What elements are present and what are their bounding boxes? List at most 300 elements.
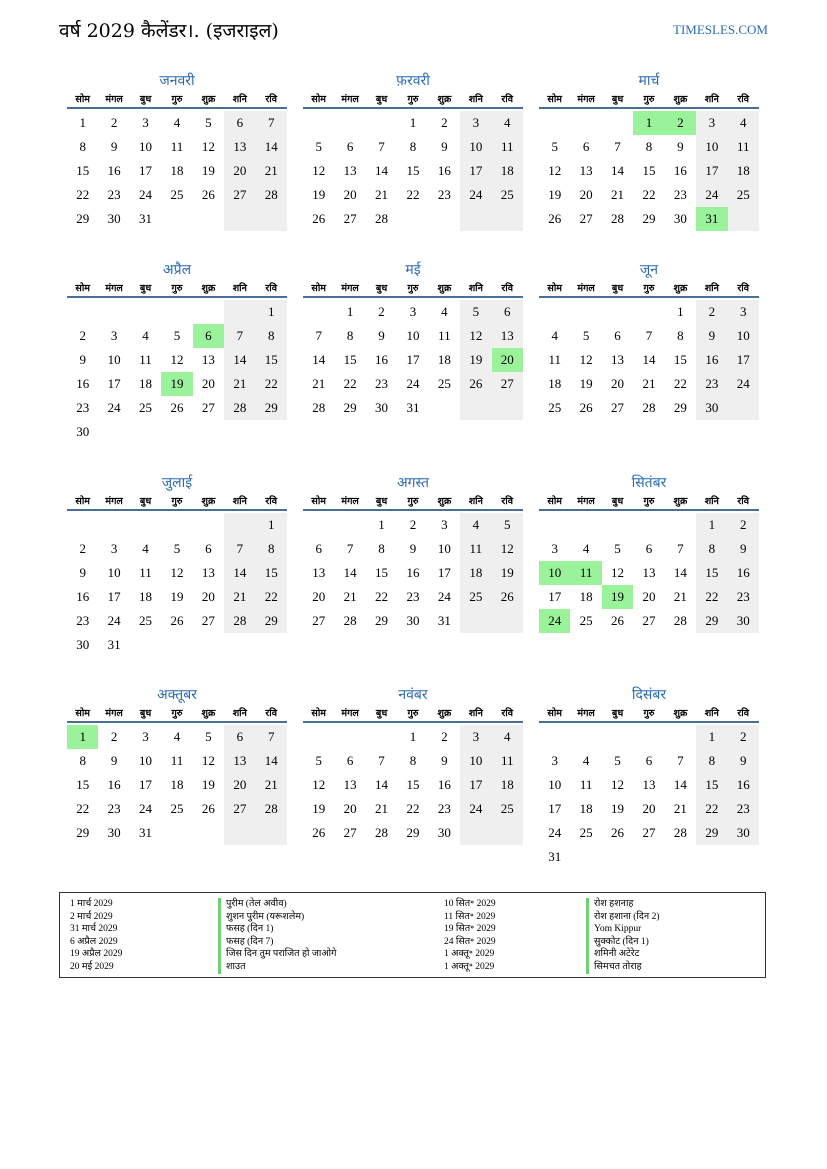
day-cell[interactable]: 4 xyxy=(492,111,523,135)
day-cell[interactable]: 18 xyxy=(460,561,491,585)
day-cell[interactable]: 14 xyxy=(256,135,287,159)
day-cell[interactable]: 21 xyxy=(256,773,287,797)
day-cell[interactable]: 21 xyxy=(224,372,255,396)
day-cell[interactable]: 20 xyxy=(642,801,656,816)
day-cell[interactable]: 24 xyxy=(539,609,570,633)
day-cell[interactable]: 4 xyxy=(728,111,759,135)
day-cell[interactable]: 30 xyxy=(107,211,121,226)
day-cell[interactable]: 12 xyxy=(312,777,326,792)
day-cell[interactable]: 13 xyxy=(642,565,656,580)
day-cell[interactable]: 15 xyxy=(406,163,420,178)
day-cell[interactable]: 3 xyxy=(409,304,417,319)
day-cell[interactable]: 29 xyxy=(673,400,687,415)
day-cell[interactable]: 28 xyxy=(312,400,326,415)
day-cell[interactable]: 20 xyxy=(343,801,357,816)
day-cell[interactable]: 1 xyxy=(378,517,385,532)
day-cell[interactable]: 10 xyxy=(696,135,727,159)
day-cell[interactable]: 7 xyxy=(256,725,287,749)
day-cell[interactable]: 4 xyxy=(173,729,181,744)
day-cell[interactable]: 15 xyxy=(256,348,287,372)
day-cell[interactable]: 13 xyxy=(343,163,357,178)
day-cell[interactable]: 15 xyxy=(642,163,656,178)
day-cell[interactable]: 20 xyxy=(224,773,255,797)
day-cell[interactable]: 17 xyxy=(548,589,562,604)
day-cell[interactable]: 10 xyxy=(728,324,759,348)
day-cell[interactable]: 5 xyxy=(551,139,558,154)
day-cell[interactable]: 29 xyxy=(256,396,287,420)
day-cell[interactable]: 18 xyxy=(492,773,523,797)
day-cell[interactable]: 18 xyxy=(437,352,451,367)
day-cell[interactable]: 30 xyxy=(696,396,727,420)
day-cell[interactable]: 29 xyxy=(76,211,90,226)
day-cell[interactable]: 11 xyxy=(570,561,601,585)
day-cell[interactable]: 11 xyxy=(492,749,523,773)
day-cell[interactable]: 1 xyxy=(696,513,727,537)
day-cell[interactable]: 3 xyxy=(696,111,727,135)
day-cell[interactable]: 15 xyxy=(343,352,357,367)
day-cell[interactable]: 22 xyxy=(256,585,287,609)
day-cell[interactable]: 26 xyxy=(170,613,184,628)
day-cell[interactable]: 20 xyxy=(224,159,255,183)
day-cell[interactable]: 3 xyxy=(551,541,558,556)
day-cell[interactable]: 9 xyxy=(409,541,417,556)
day-cell[interactable]: 1 xyxy=(67,725,98,749)
day-cell[interactable]: 24 xyxy=(460,797,491,821)
day-cell[interactable]: 1 xyxy=(256,513,287,537)
day-cell[interactable]: 31 xyxy=(139,211,153,226)
day-cell[interactable]: 2 xyxy=(110,115,118,130)
day-cell[interactable]: 18 xyxy=(579,589,593,604)
day-cell[interactable]: 14 xyxy=(343,565,357,580)
day-cell[interactable]: 16 xyxy=(728,773,759,797)
day-cell[interactable]: 26 xyxy=(312,825,326,840)
day-cell[interactable]: 10 xyxy=(139,753,153,768)
day-cell[interactable]: 4 xyxy=(551,328,558,343)
day-cell[interactable]: 29 xyxy=(76,825,90,840)
site-link[interactable]: TIMESLES.COM xyxy=(673,22,768,37)
day-cell[interactable]: 8 xyxy=(696,749,727,773)
day-cell[interactable]: 26 xyxy=(170,400,184,415)
day-cell[interactable]: 24 xyxy=(139,187,153,202)
day-cell[interactable]: 1 xyxy=(677,304,684,319)
day-cell[interactable]: 22 xyxy=(406,187,420,202)
day-cell[interactable]: 11 xyxy=(728,135,759,159)
day-cell[interactable]: 17 xyxy=(728,348,759,372)
day-cell[interactable]: 18 xyxy=(728,159,759,183)
day-cell[interactable]: 10 xyxy=(460,749,491,773)
day-cell[interactable]: 19 xyxy=(201,163,215,178)
day-cell[interactable]: 24 xyxy=(107,613,121,628)
day-cell[interactable]: 2 xyxy=(110,729,118,744)
day-cell[interactable]: 4 xyxy=(582,541,590,556)
day-cell[interactable]: 25 xyxy=(492,183,523,207)
day-cell[interactable]: 2 xyxy=(728,513,759,537)
day-cell[interactable]: 19 xyxy=(460,348,491,372)
day-cell[interactable]: 15 xyxy=(696,773,727,797)
day-cell[interactable]: 25 xyxy=(492,797,523,821)
day-cell[interactable]: 16 xyxy=(107,777,121,792)
day-cell[interactable]: 17 xyxy=(460,773,491,797)
day-cell[interactable]: 12 xyxy=(170,352,184,367)
day-cell[interactable]: 22 xyxy=(696,585,727,609)
day-cell[interactable]: 29 xyxy=(696,821,727,845)
day-cell[interactable]: 17 xyxy=(139,777,153,792)
day-cell[interactable]: 2 xyxy=(409,517,417,532)
day-cell[interactable]: 5 xyxy=(582,328,590,343)
day-cell[interactable]: 29 xyxy=(375,613,389,628)
day-cell[interactable]: 25 xyxy=(139,613,153,628)
day-cell[interactable]: 23 xyxy=(406,589,420,604)
day-cell[interactable]: 10 xyxy=(406,328,420,343)
day-cell[interactable]: 23 xyxy=(107,187,121,202)
day-cell[interactable]: 25 xyxy=(139,400,153,415)
day-cell[interactable]: 25 xyxy=(170,801,184,816)
day-cell[interactable]: 8 xyxy=(645,139,653,154)
day-cell[interactable]: 24 xyxy=(139,801,153,816)
day-cell[interactable]: 11 xyxy=(579,777,593,792)
day-cell[interactable]: 6 xyxy=(315,541,322,556)
day-cell[interactable]: 9 xyxy=(79,565,86,580)
day-cell[interactable]: 1 xyxy=(346,304,354,319)
day-cell[interactable]: 8 xyxy=(79,753,86,768)
day-cell[interactable]: 11 xyxy=(438,328,451,343)
day-cell[interactable]: 14 xyxy=(642,352,656,367)
day-cell[interactable]: 31 xyxy=(139,825,153,840)
day-cell[interactable]: 17 xyxy=(107,589,121,604)
day-cell[interactable]: 8 xyxy=(696,537,727,561)
day-cell[interactable]: 14 xyxy=(312,352,326,367)
day-cell[interactable]: 25 xyxy=(548,400,562,415)
day-cell[interactable]: 14 xyxy=(224,561,255,585)
day-cell[interactable]: 2 xyxy=(665,111,696,135)
day-cell[interactable]: 2 xyxy=(79,328,86,343)
day-cell[interactable]: 3 xyxy=(110,541,118,556)
day-cell[interactable]: 9 xyxy=(728,537,759,561)
day-cell[interactable]: 22 xyxy=(256,372,287,396)
day-cell[interactable]: 12 xyxy=(492,537,523,561)
day-cell[interactable]: 23 xyxy=(673,187,687,202)
day-cell[interactable]: 6 xyxy=(582,139,590,154)
day-cell[interactable]: 18 xyxy=(579,801,593,816)
day-cell[interactable]: 28 xyxy=(256,183,287,207)
day-cell[interactable]: 22 xyxy=(673,376,687,391)
day-cell[interactable]: 24 xyxy=(460,183,491,207)
day-cell[interactable]: 15 xyxy=(696,561,727,585)
day-cell[interactable]: 23 xyxy=(437,801,451,816)
day-cell[interactable]: 6 xyxy=(205,541,212,556)
day-cell[interactable]: 22 xyxy=(343,376,357,391)
day-cell[interactable]: 8 xyxy=(346,328,354,343)
day-cell[interactable]: 13 xyxy=(611,352,625,367)
day-cell[interactable]: 13 xyxy=(201,565,215,580)
day-cell[interactable]: 8 xyxy=(409,753,417,768)
day-cell[interactable]: 12 xyxy=(579,352,593,367)
day-cell[interactable]: 9 xyxy=(728,749,759,773)
day-cell[interactable]: 12 xyxy=(611,777,625,792)
day-cell[interactable]: 21 xyxy=(375,801,389,816)
day-cell[interactable]: 6 xyxy=(346,139,354,154)
day-cell[interactable]: 10 xyxy=(107,352,121,367)
day-cell[interactable]: 21 xyxy=(673,589,687,604)
day-cell[interactable]: 7 xyxy=(224,537,255,561)
day-cell[interactable]: 21 xyxy=(312,376,326,391)
day-cell[interactable]: 16 xyxy=(437,163,451,178)
day-cell[interactable]: 23 xyxy=(76,400,90,415)
day-cell[interactable]: 10 xyxy=(548,777,562,792)
day-cell[interactable]: 20 xyxy=(642,589,656,604)
day-cell[interactable]: 2 xyxy=(696,300,727,324)
day-cell[interactable]: 12 xyxy=(170,565,184,580)
day-cell[interactable]: 24 xyxy=(696,183,727,207)
day-cell[interactable]: 7 xyxy=(614,139,621,154)
day-cell[interactable]: 28 xyxy=(673,613,687,628)
day-cell[interactable]: 14 xyxy=(375,777,389,792)
day-cell[interactable]: 21 xyxy=(642,376,656,391)
day-cell[interactable]: 24 xyxy=(107,400,121,415)
day-cell[interactable]: 25 xyxy=(728,183,759,207)
day-cell[interactable]: 28 xyxy=(673,825,687,840)
day-cell[interactable]: 9 xyxy=(677,139,684,154)
day-cell[interactable]: 8 xyxy=(677,328,684,343)
day-cell[interactable]: 19 xyxy=(170,589,184,604)
day-cell[interactable]: 7 xyxy=(677,753,684,768)
day-cell[interactable]: 3 xyxy=(460,111,491,135)
day-cell[interactable]: 7 xyxy=(378,139,385,154)
day-cell[interactable]: 25 xyxy=(579,825,593,840)
day-cell[interactable]: 14 xyxy=(256,749,287,773)
day-cell[interactable]: 6 xyxy=(224,725,255,749)
day-cell[interactable]: 5 xyxy=(614,753,621,768)
day-cell[interactable]: 6 xyxy=(614,328,621,343)
day-cell[interactable]: 19 xyxy=(312,187,326,202)
day-cell[interactable]: 1 xyxy=(409,729,417,744)
day-cell[interactable]: 16 xyxy=(375,352,389,367)
day-cell[interactable]: 16 xyxy=(76,376,90,391)
day-cell[interactable]: 2 xyxy=(728,725,759,749)
day-cell[interactable]: 4 xyxy=(492,725,523,749)
day-cell[interactable]: 7 xyxy=(677,541,684,556)
day-cell[interactable]: 29 xyxy=(696,609,727,633)
day-cell[interactable]: 14 xyxy=(673,565,687,580)
day-cell[interactable]: 12 xyxy=(312,163,326,178)
day-cell[interactable]: 17 xyxy=(548,801,562,816)
day-cell[interactable]: 3 xyxy=(460,725,491,749)
day-cell[interactable]: 12 xyxy=(611,565,625,580)
day-cell[interactable]: 3 xyxy=(110,328,118,343)
day-cell[interactable]: 13 xyxy=(492,324,523,348)
day-cell[interactable]: 3 xyxy=(728,300,759,324)
day-cell[interactable]: 28 xyxy=(224,396,255,420)
day-cell[interactable]: 30 xyxy=(673,211,687,226)
day-cell[interactable]: 24 xyxy=(728,372,759,396)
day-cell[interactable]: 27 xyxy=(642,825,656,840)
day-cell[interactable]: 26 xyxy=(611,825,625,840)
day-cell[interactable]: 4 xyxy=(142,541,149,556)
day-cell[interactable]: 13 xyxy=(312,565,326,580)
day-cell[interactable]: 13 xyxy=(343,777,357,792)
day-cell[interactable]: 9 xyxy=(110,753,118,768)
day-cell[interactable]: 23 xyxy=(696,372,727,396)
day-cell[interactable]: 3 xyxy=(142,115,149,130)
day-cell[interactable]: 30 xyxy=(375,400,389,415)
day-cell[interactable]: 25 xyxy=(579,613,593,628)
day-cell[interactable]: 27 xyxy=(201,400,215,415)
day-cell[interactable]: 14 xyxy=(673,777,687,792)
day-cell[interactable]: 2 xyxy=(378,304,385,319)
day-cell[interactable]: 31 xyxy=(437,613,451,628)
day-cell[interactable]: 30 xyxy=(406,613,420,628)
day-cell[interactable]: 8 xyxy=(79,139,86,154)
day-cell[interactable]: 21 xyxy=(611,187,625,202)
day-cell[interactable]: 19 xyxy=(579,376,593,391)
day-cell[interactable]: 11 xyxy=(170,753,184,768)
day-cell[interactable]: 12 xyxy=(548,163,562,178)
day-cell[interactable]: 23 xyxy=(437,187,451,202)
day-cell[interactable]: 14 xyxy=(611,163,625,178)
day-cell[interactable]: 26 xyxy=(312,211,326,226)
day-cell[interactable]: 12 xyxy=(460,324,491,348)
day-cell[interactable]: 8 xyxy=(256,537,287,561)
day-cell[interactable]: 21 xyxy=(673,801,687,816)
day-cell[interactable]: 15 xyxy=(256,561,287,585)
day-cell[interactable]: 7 xyxy=(315,328,322,343)
day-cell[interactable]: 23 xyxy=(375,376,389,391)
day-cell[interactable]: 27 xyxy=(611,400,625,415)
day-cell[interactable]: 5 xyxy=(173,541,181,556)
day-cell[interactable]: 17 xyxy=(406,352,420,367)
day-cell[interactable]: 28 xyxy=(375,825,389,840)
day-cell[interactable]: 7 xyxy=(378,753,385,768)
day-cell[interactable]: 27 xyxy=(642,613,656,628)
day-cell[interactable]: 19 xyxy=(492,561,523,585)
day-cell[interactable]: 6 xyxy=(193,324,224,348)
day-cell[interactable]: 1 xyxy=(256,300,287,324)
day-cell[interactable]: 21 xyxy=(343,589,357,604)
day-cell[interactable]: 30 xyxy=(76,424,90,439)
day-cell[interactable]: 4 xyxy=(441,304,448,319)
day-cell[interactable]: 19 xyxy=(602,585,633,609)
day-cell[interactable]: 4 xyxy=(460,513,491,537)
day-cell[interactable]: 5 xyxy=(205,729,212,744)
day-cell[interactable]: 15 xyxy=(76,777,90,792)
day-cell[interactable]: 27 xyxy=(343,211,357,226)
day-cell[interactable]: 30 xyxy=(728,609,759,633)
day-cell[interactable]: 21 xyxy=(224,585,255,609)
day-cell[interactable]: 2 xyxy=(441,729,448,744)
day-cell[interactable]: 7 xyxy=(645,328,653,343)
day-cell[interactable]: 11 xyxy=(139,565,152,580)
day-cell[interactable]: 4 xyxy=(142,328,149,343)
day-cell[interactable]: 10 xyxy=(139,139,153,154)
day-cell[interactable]: 20 xyxy=(492,348,523,372)
day-cell[interactable]: 11 xyxy=(139,352,152,367)
day-cell[interactable]: 23 xyxy=(76,613,90,628)
day-cell[interactable]: 7 xyxy=(256,111,287,135)
day-cell[interactable]: 23 xyxy=(728,585,759,609)
day-cell[interactable]: 16 xyxy=(728,561,759,585)
day-cell[interactable]: 1 xyxy=(79,115,86,130)
day-cell[interactable]: 30 xyxy=(107,825,121,840)
day-cell[interactable]: 29 xyxy=(406,825,420,840)
day-cell[interactable]: 5 xyxy=(205,115,212,130)
day-cell[interactable]: 25 xyxy=(437,376,451,391)
day-cell[interactable]: 9 xyxy=(696,324,727,348)
day-cell[interactable]: 1 xyxy=(696,725,727,749)
day-cell[interactable]: 22 xyxy=(76,187,90,202)
day-cell[interactable]: 20 xyxy=(201,376,215,391)
day-cell[interactable]: 8 xyxy=(256,324,287,348)
day-cell[interactable]: 22 xyxy=(375,589,389,604)
day-cell[interactable]: 30 xyxy=(728,821,759,845)
day-cell[interactable]: 8 xyxy=(409,139,417,154)
day-cell[interactable]: 28 xyxy=(343,613,357,628)
day-cell[interactable]: 27 xyxy=(579,211,593,226)
day-cell[interactable]: 4 xyxy=(173,115,181,130)
day-cell[interactable]: 19 xyxy=(161,372,192,396)
day-cell[interactable]: 12 xyxy=(201,753,215,768)
day-cell[interactable]: 13 xyxy=(201,352,215,367)
day-cell[interactable]: 22 xyxy=(696,797,727,821)
day-cell[interactable]: 9 xyxy=(110,139,118,154)
day-cell[interactable]: 19 xyxy=(201,777,215,792)
day-cell[interactable]: 6 xyxy=(346,753,354,768)
day-cell[interactable]: 7 xyxy=(224,324,255,348)
day-cell[interactable]: 22 xyxy=(76,801,90,816)
day-cell[interactable]: 27 xyxy=(201,613,215,628)
day-cell[interactable]: 17 xyxy=(107,376,121,391)
day-cell[interactable]: 6 xyxy=(645,541,653,556)
day-cell[interactable]: 18 xyxy=(548,376,562,391)
day-cell[interactable]: 30 xyxy=(76,637,90,652)
day-cell[interactable]: 22 xyxy=(642,187,656,202)
day-cell[interactable]: 19 xyxy=(548,187,562,202)
day-cell[interactable]: 9 xyxy=(441,139,448,154)
day-cell[interactable]: 4 xyxy=(582,753,590,768)
day-cell[interactable]: 16 xyxy=(673,163,687,178)
day-cell[interactable]: 5 xyxy=(614,541,621,556)
day-cell[interactable]: 11 xyxy=(548,352,561,367)
day-cell[interactable]: 13 xyxy=(579,163,593,178)
day-cell[interactable]: 17 xyxy=(437,565,451,580)
day-cell[interactable]: 16 xyxy=(406,565,420,580)
day-cell[interactable]: 26 xyxy=(611,613,625,628)
day-cell[interactable]: 31 xyxy=(548,849,562,864)
day-cell[interactable]: 2 xyxy=(79,541,86,556)
day-cell[interactable]: 15 xyxy=(673,352,687,367)
day-cell[interactable]: 16 xyxy=(696,348,727,372)
day-cell[interactable]: 8 xyxy=(378,541,385,556)
day-cell[interactable]: 26 xyxy=(201,187,215,202)
day-cell[interactable]: 2 xyxy=(441,115,448,130)
day-cell[interactable]: 20 xyxy=(201,589,215,604)
day-cell[interactable]: 18 xyxy=(139,589,153,604)
day-cell[interactable]: 20 xyxy=(343,187,357,202)
day-cell[interactable]: 18 xyxy=(492,159,523,183)
day-cell[interactable]: 26 xyxy=(201,801,215,816)
day-cell[interactable]: 3 xyxy=(142,729,149,744)
day-cell[interactable]: 11 xyxy=(170,139,184,154)
day-cell[interactable]: 18 xyxy=(139,376,153,391)
day-cell[interactable]: 23 xyxy=(107,801,121,816)
day-cell[interactable]: 11 xyxy=(492,135,523,159)
day-cell[interactable]: 17 xyxy=(139,163,153,178)
day-cell[interactable]: 26 xyxy=(460,372,491,396)
day-cell[interactable]: 5 xyxy=(315,753,322,768)
day-cell[interactable]: 10 xyxy=(460,135,491,159)
day-cell[interactable]: 16 xyxy=(76,589,90,604)
day-cell[interactable]: 18 xyxy=(170,777,184,792)
day-cell[interactable]: 24 xyxy=(437,589,451,604)
